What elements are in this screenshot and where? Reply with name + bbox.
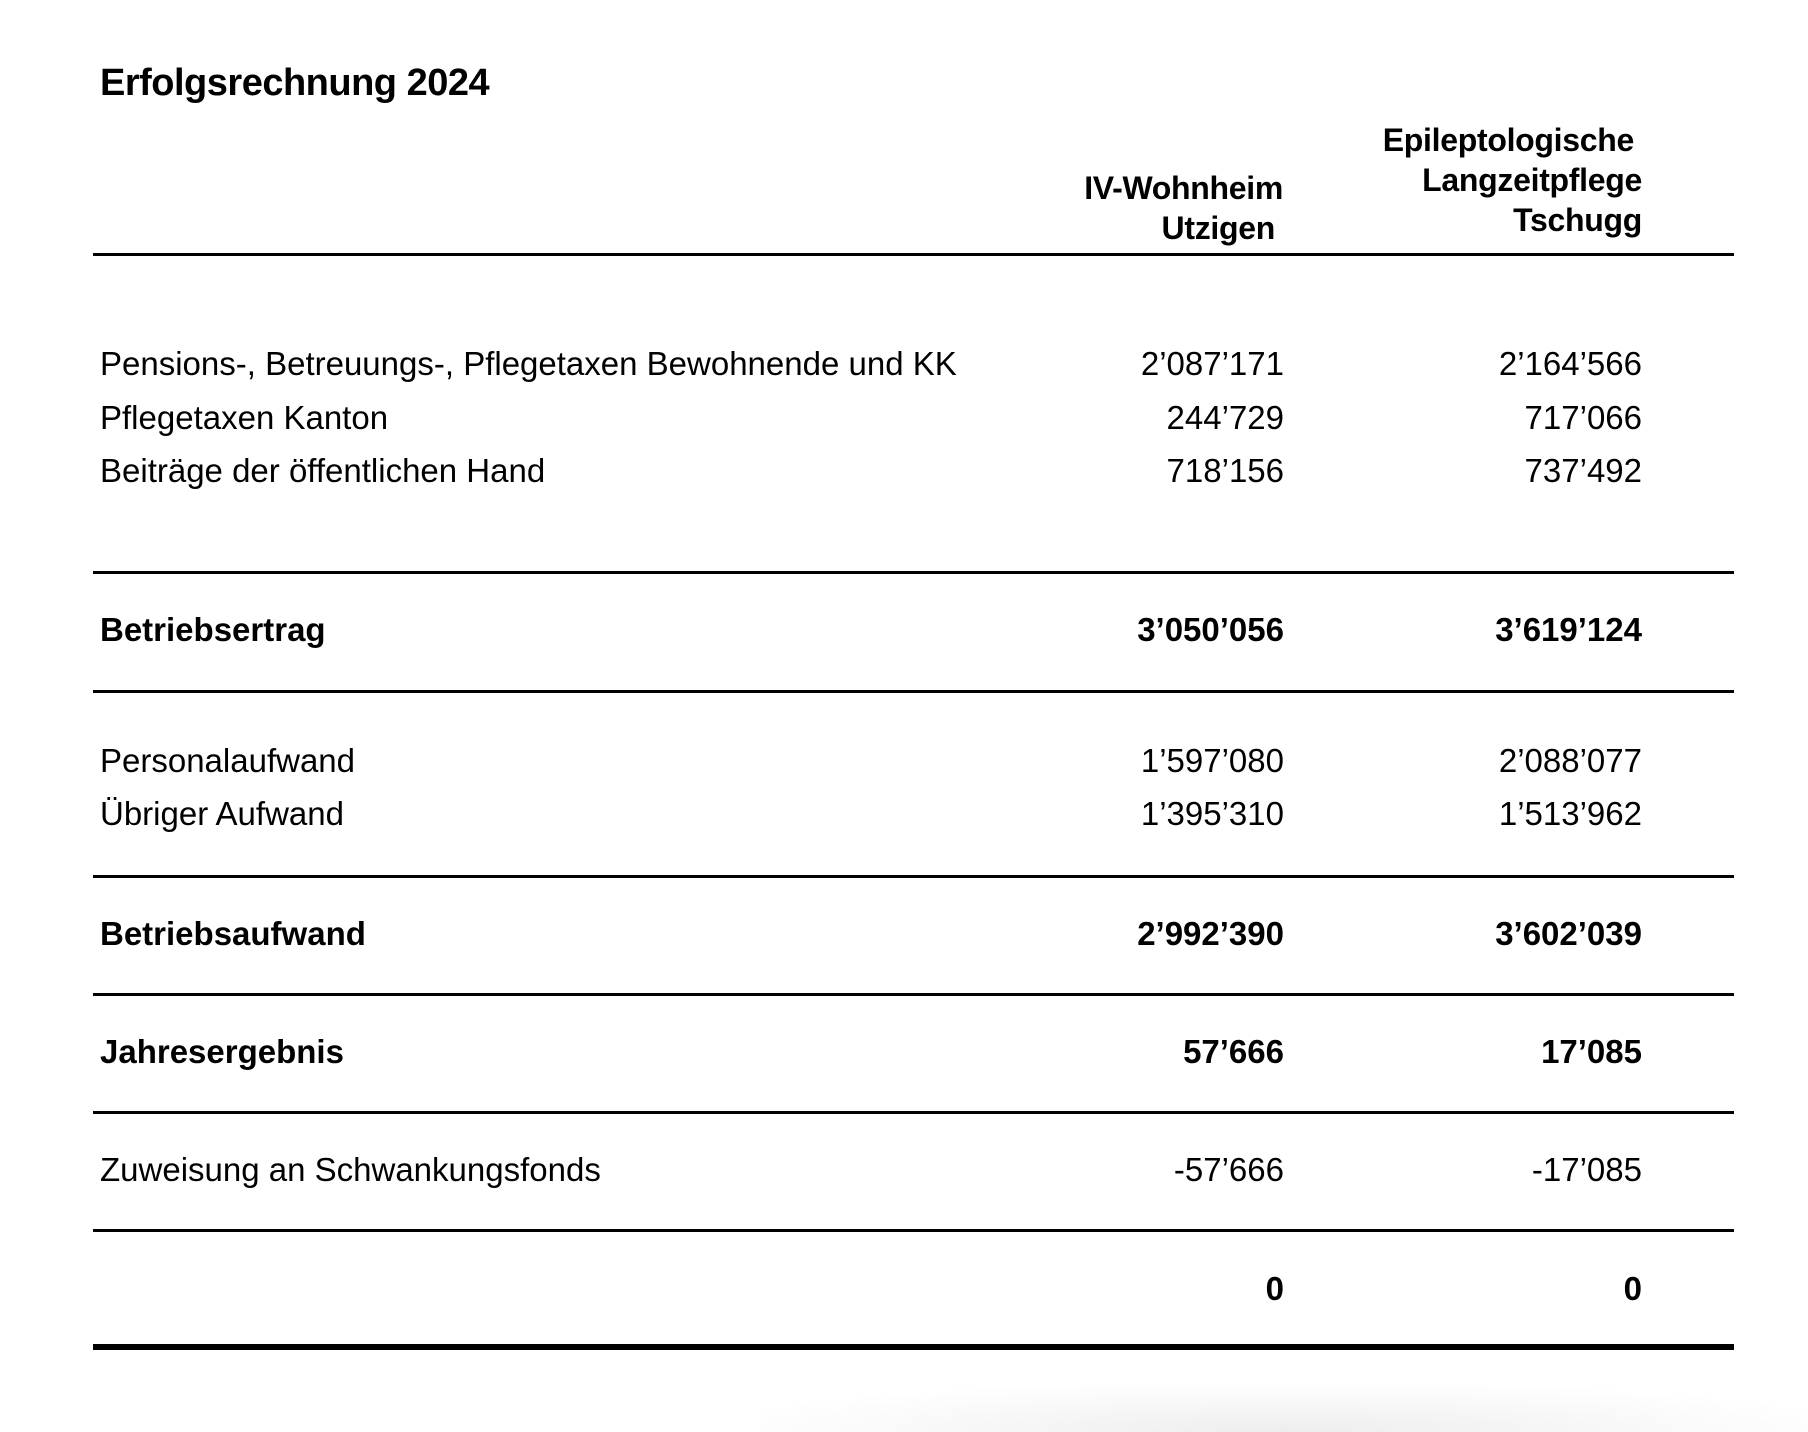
column-header-line: Tschugg: [1513, 202, 1642, 238]
value-iv-wohnheim: 1’597’080: [1140, 742, 1284, 779]
section-divider: [93, 571, 1734, 574]
row-label: Beiträge der öffentlichen Hand: [100, 452, 546, 489]
section-divider: [93, 875, 1734, 878]
row-label: Betriebsertrag: [100, 611, 326, 648]
column-header-iv-wohnheim: [1084, 168, 1283, 248]
value-langzeitpflege: 2’164’566: [1498, 345, 1642, 382]
section-divider: [93, 993, 1734, 996]
value-langzeitpflege: 737’492: [1524, 452, 1642, 489]
value-iv-wohnheim: 718’156: [1166, 452, 1284, 489]
page-title: Erfolgsrechnung 2024: [100, 62, 490, 104]
table-row-pflegetaxen-kanton: [0, 396, 1808, 440]
column-header-langzeitpflege: [1383, 120, 1642, 240]
table-row-pensionstaxen: [0, 342, 1808, 386]
value-iv-wohnheim: 2’992’390: [1137, 915, 1284, 952]
value-iv-wohnheim: 57’666: [1183, 1033, 1284, 1070]
value-iv-wohnheim: -57’666: [1173, 1151, 1284, 1188]
row-label: Übriger Aufwand: [100, 795, 344, 832]
value-langzeitpflege: 17’085: [1541, 1033, 1642, 1070]
row-label: Jahresergebnis: [100, 1033, 344, 1070]
final-double-rule: [93, 1344, 1734, 1350]
value-iv-wohnheim: 244’729: [1166, 399, 1284, 436]
table-row-uebriger-aufwand: [0, 792, 1808, 836]
table-row-jahresergebnis: [0, 1030, 1808, 1074]
value-langzeitpflege: 717’066: [1524, 399, 1642, 436]
row-label: Personalaufwand: [100, 742, 356, 779]
table-row-personalaufwand: [0, 739, 1808, 783]
table-row-beitraege: [0, 449, 1808, 493]
table-row-betriebsertrag: [0, 608, 1808, 652]
table-row-betriebsaufwand: [0, 912, 1808, 956]
row-label: Pflegetaxen Kanton: [100, 399, 389, 436]
table-row-zuweisung: [0, 1148, 1808, 1192]
value-langzeitpflege: 1’513’962: [1498, 795, 1642, 832]
value-iv-wohnheim: 2’087’171: [1140, 345, 1284, 382]
header-divider: [93, 253, 1734, 256]
value-iv-wohnheim: 3’050’056: [1137, 611, 1284, 648]
section-divider: [93, 690, 1734, 693]
column-header-line: Utzigen: [1161, 210, 1275, 246]
value-iv-wohnheim: 1’395’310: [1140, 795, 1284, 832]
value-langzeitpflege: -17’085: [1531, 1151, 1642, 1188]
section-divider: [93, 1111, 1734, 1114]
value-langzeitpflege: 3’619’124: [1495, 611, 1642, 648]
value-iv-wohnheim: 0: [1265, 1270, 1284, 1307]
row-label: Pensions-, Betreuungs-, Pflegetaxen Bewohnende und KK: [100, 345, 957, 382]
value-langzeitpflege: 0: [1623, 1270, 1642, 1307]
column-header-line: Epileptologische: [1382, 122, 1634, 158]
page-shadow: [760, 1385, 1808, 1432]
section-divider: [93, 1229, 1734, 1232]
row-label: Zuweisung an Schwankungsfonds: [100, 1151, 601, 1188]
column-header-line: Langzeitpflege: [1422, 162, 1642, 198]
table-row-total: [0, 1267, 1808, 1311]
value-langzeitpflege: 3’602’039: [1495, 915, 1642, 952]
row-label: Betriebsaufwand: [100, 915, 366, 952]
value-langzeitpflege: 2’088’077: [1498, 742, 1642, 779]
column-header-line: IV-Wohnheim: [1084, 170, 1283, 206]
